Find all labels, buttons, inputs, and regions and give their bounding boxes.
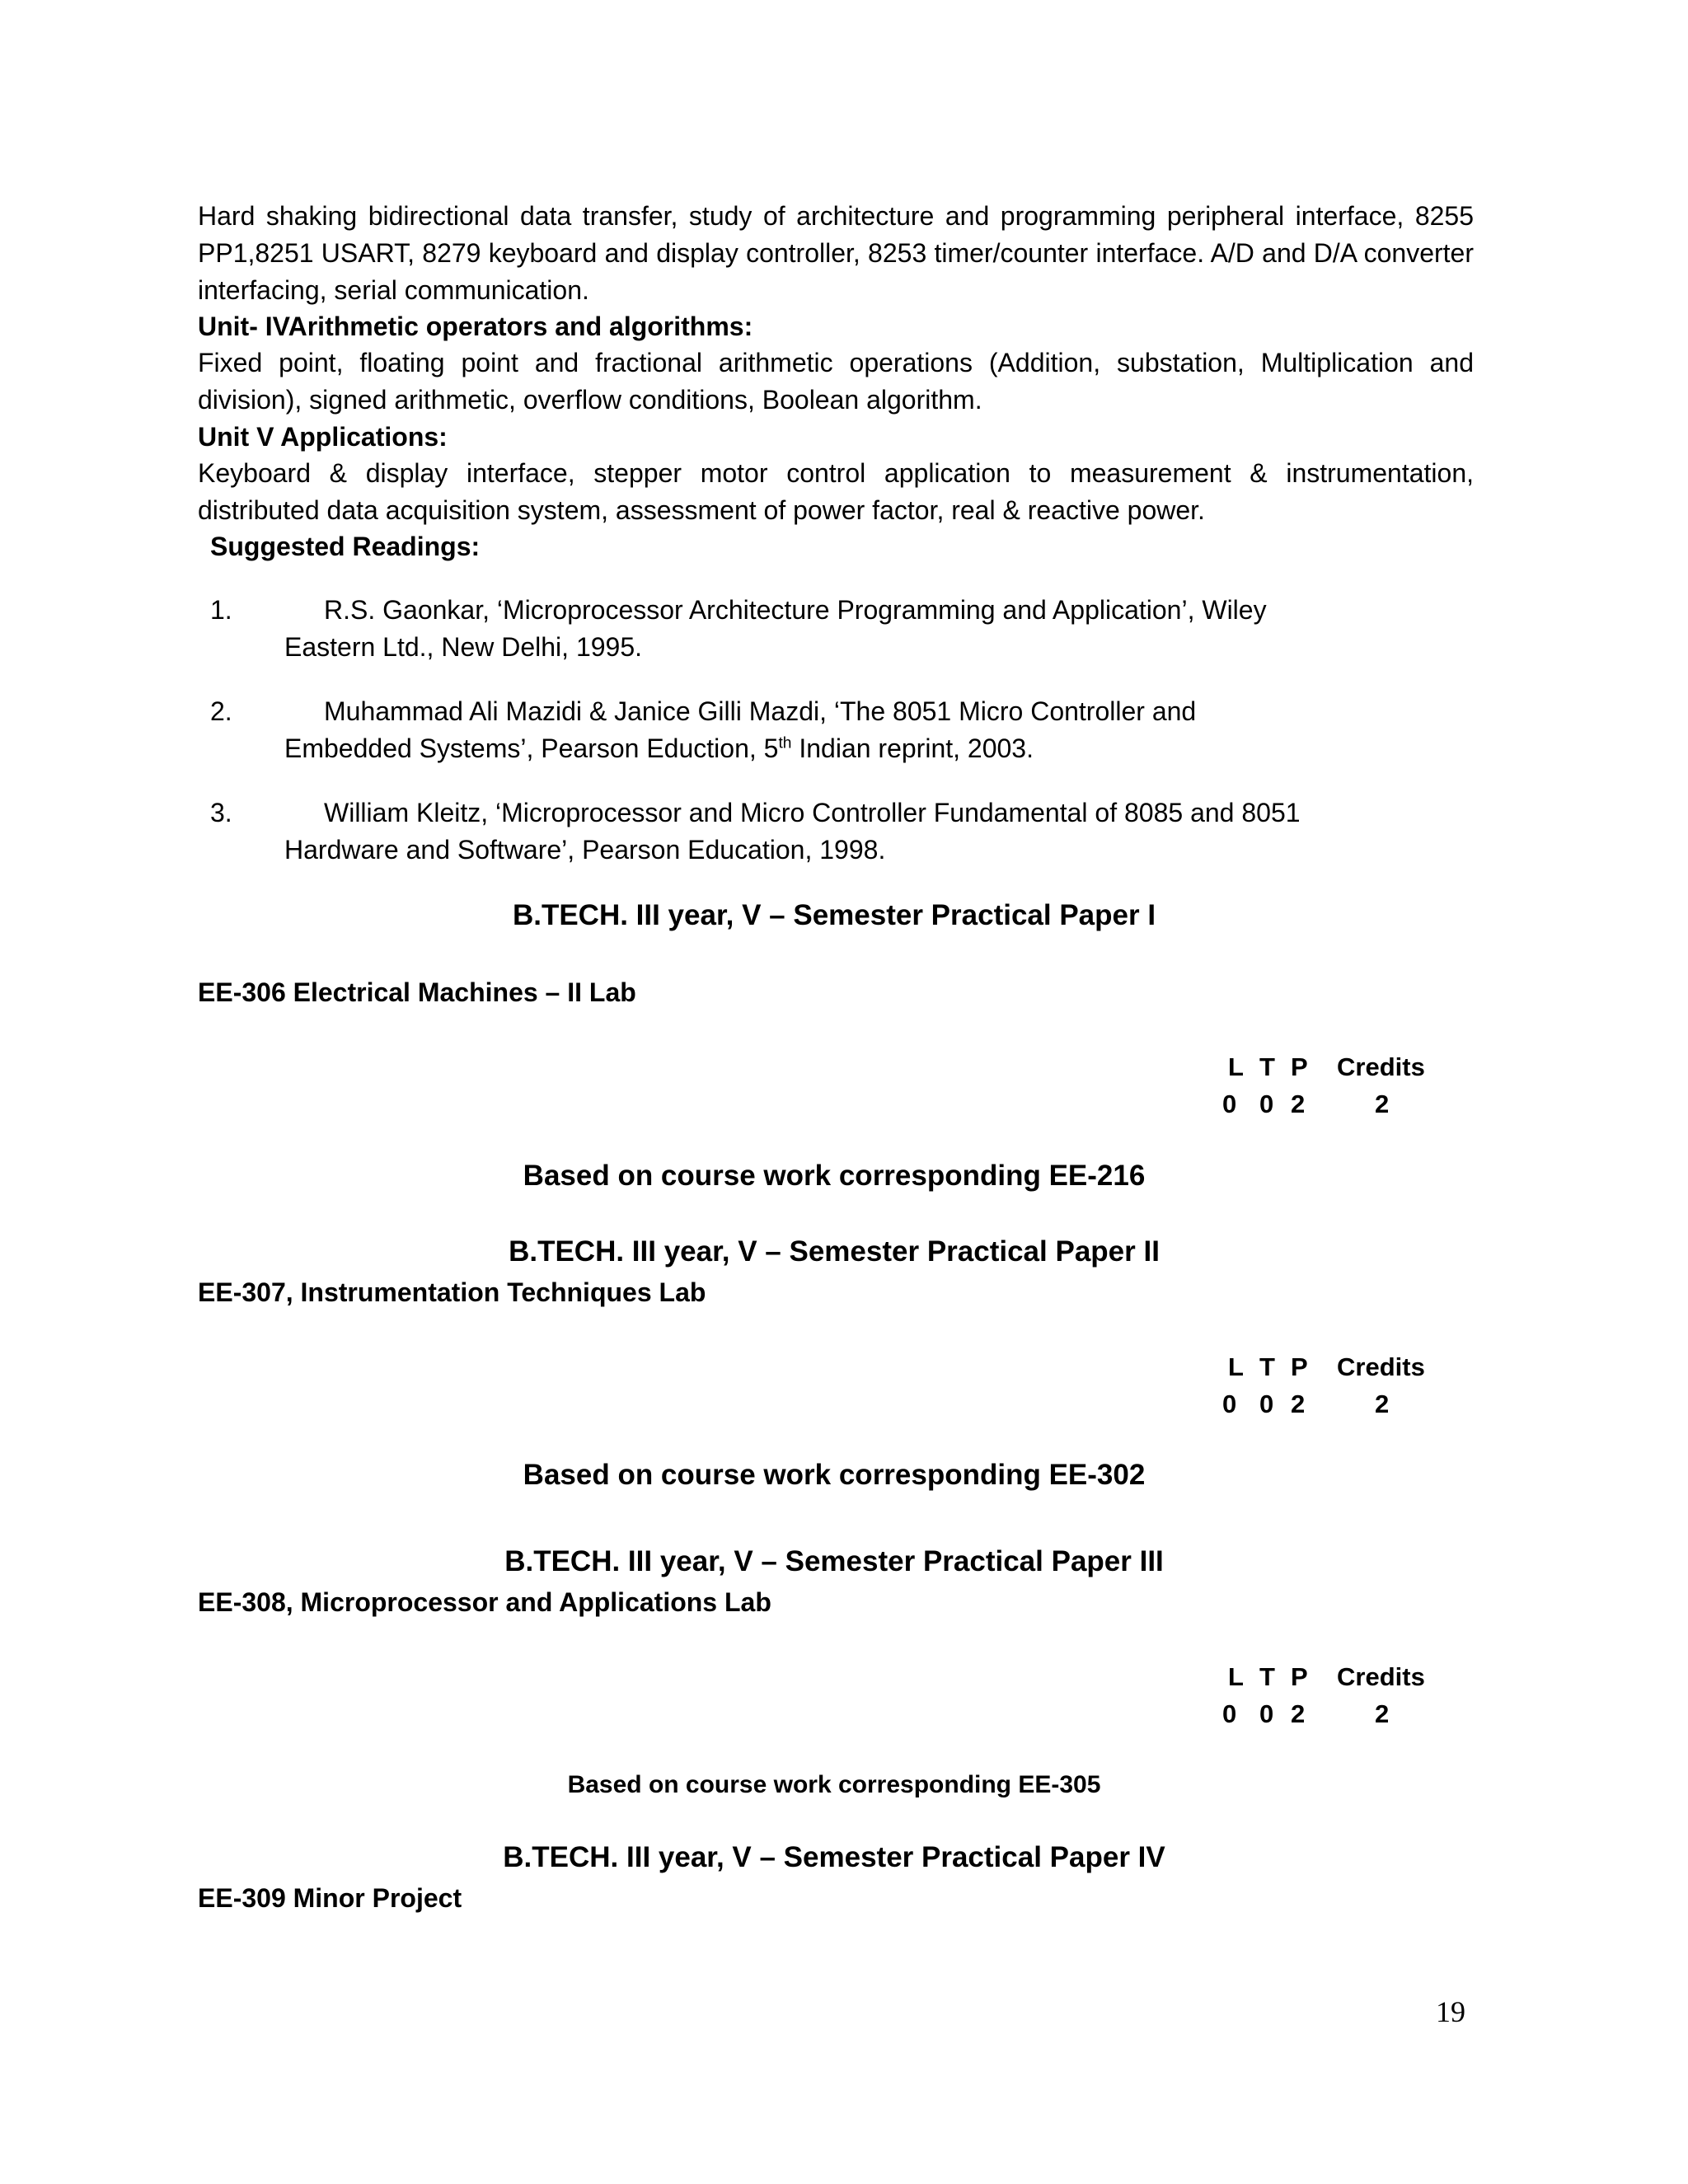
ltp-value-P: 2 [1291, 1090, 1306, 1118]
reading-number: 3. [210, 798, 232, 827]
unit5-heading: Unit V Applications: [198, 422, 448, 452]
practical-title: B.TECH. III year, V – Semester Practical Paper I [512, 899, 1156, 931]
ltp-value-credits: 2 [1375, 1699, 1390, 1728]
reading-line: Eastern Ltd., New Delhi, 1995. [284, 632, 643, 662]
reading-line: Muhammad Ali Mazidi & Janice Gilli Mazdi, ‘The 8051 Micro Controller and [324, 696, 1197, 726]
based-on-text: Based on course work corresponding EE-216 [523, 1160, 1146, 1192]
ltp-header-credits: Credits [1337, 1662, 1425, 1691]
reading-line-text: Embedded Systems’, Pearson Eduction, 5 [284, 733, 779, 763]
ltp-header-T: T [1259, 1352, 1275, 1381]
course-code-title: EE-307, Instrumentation Techniques Lab [198, 1277, 706, 1307]
ltp-header-credits: Credits [1337, 1352, 1425, 1381]
ltp-value-T: 0 [1259, 1699, 1274, 1728]
ltp-header-T: T [1259, 1052, 1275, 1081]
course-code-title: EE-309 Minor Project [198, 1883, 462, 1913]
reading-number: 2. [210, 696, 232, 726]
ltp-header-credits: Credits [1337, 1052, 1425, 1081]
ltp-header-P: P [1291, 1352, 1308, 1381]
unit4-heading: Unit- IVArithmetic operators and algorithms: [198, 312, 753, 341]
ltp-value-credits: 2 [1375, 1390, 1390, 1418]
page-number: 19 [1436, 1995, 1465, 2028]
reading-number: 1. [210, 595, 232, 625]
ltp-value-T: 0 [1259, 1090, 1274, 1118]
ltp-value-P: 2 [1291, 1390, 1306, 1418]
ltp-header-P: P [1291, 1052, 1308, 1081]
superscript: th [778, 734, 792, 752]
ltp-value-L: 0 [1222, 1699, 1237, 1728]
suggested-readings-heading: Suggested Readings: [210, 532, 481, 561]
reading-line: R.S. Gaonkar, ‘Microprocessor Architecture Programming and Application’, Wiley [324, 595, 1267, 625]
course-code-title: EE-306 Electrical Machines – II Lab [198, 977, 636, 1007]
based-on-text: Based on course work corresponding EE-305 [567, 1771, 1101, 1798]
based-on-text: Based on course work corresponding EE-302 [523, 1459, 1146, 1491]
intro-paragraph: Hard shaking bidirectional data transfer, study of architecture and programming peripheral interface, 8255 PP1,8251 USART, 8279 keyboard and display controller, 8253 timer/counter interface. A/D and D/A converter interfacing, serial communication. [198, 201, 1474, 305]
practical-title: B.TECH. III year, V – Semester Practical Paper II [509, 1235, 1160, 1268]
unit4-text: Fixed point, floating point and fractional arithmetic operations (Addition, substation, Multiplication and division), signed arithmetic, overflow conditions, Boolean algorithm. [198, 348, 1474, 415]
course-code-title: EE-308, Microprocessor and Applications Lab [198, 1587, 771, 1617]
reading-line-text: Indian reprint, 2003. [791, 733, 1034, 763]
ltp-value-credits: 2 [1375, 1090, 1390, 1118]
ltp-value-P: 2 [1291, 1699, 1306, 1728]
reading-line: Hardware and Software’, Pearson Education, 1998. [284, 835, 886, 865]
ltp-header-L: L [1228, 1352, 1244, 1381]
ltp-value-T: 0 [1259, 1390, 1274, 1418]
practical-title: B.TECH. III year, V – Semester Practical Paper IV [503, 1841, 1165, 1873]
ltp-header-T: T [1259, 1662, 1275, 1691]
ltp-value-L: 0 [1222, 1390, 1237, 1418]
unit5-text: Keyboard & display interface, stepper motor control application to measurement & instrumentation, distributed data acquisition system, assessment of power factor, real & reactive power. [198, 458, 1474, 525]
reading-line: William Kleitz, ‘Microprocessor and Micro Controller Fundamental of 8085 and 8051 [324, 798, 1301, 827]
ltp-header-P: P [1291, 1662, 1308, 1691]
ltp-value-L: 0 [1222, 1090, 1237, 1118]
ltp-header-L: L [1228, 1052, 1244, 1081]
practical-title: B.TECH. III year, V – Semester Practical Paper III [504, 1545, 1164, 1577]
ltp-header-L: L [1228, 1662, 1244, 1691]
reading-line [284, 730, 1034, 767]
